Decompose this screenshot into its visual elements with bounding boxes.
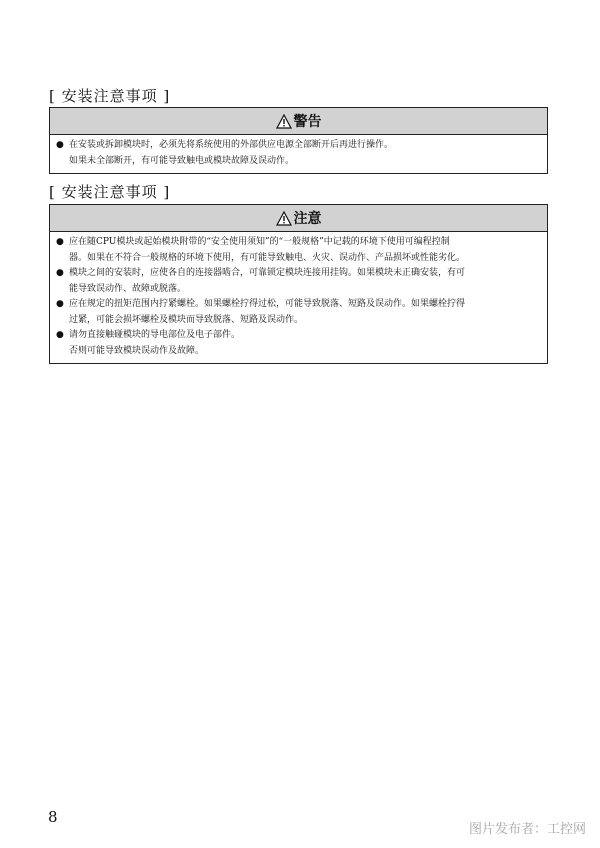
item-line: 应在规定的扭矩范围内拧紧螺栓。如果螺栓拧得过松，可能导致脱落、短路及误动作。如果螺栓拧得 [69, 299, 466, 309]
caution-box [49, 204, 548, 364]
item-line: 模块之间的安装时，应使各自的连接器啮合，可靠锁定模块连接用挂钩。如果模块未正确安装，有可 [69, 268, 466, 278]
list-item [56, 266, 541, 282]
bullet-icon: ● [56, 268, 64, 278]
list-item [56, 138, 541, 154]
item-line: 过紧，可能会损坏螺栓及模块而导致脱落、短路及误动作。 [69, 314, 304, 325]
warning-body [50, 135, 547, 173]
item-line: 应在随CPU模块或起始模块附带的“安全使用须知”的“一般规格”中记载的环境下使用可编程控制 [69, 237, 450, 247]
list-item [56, 328, 541, 344]
watermark-credit: 图片发布者：工控网 [468, 822, 586, 837]
caution-body [50, 232, 547, 363]
bullet-icon: ● [56, 140, 64, 150]
section-title-caution: [ 安装注意事项 ] [49, 183, 171, 201]
bullet-icon: ● [56, 299, 64, 309]
warning-header [50, 108, 547, 135]
item-line: 请勿直接触碰模块的导电部位及电子部件。 [69, 330, 241, 340]
warning-triangle-icon [276, 114, 292, 129]
bullet-icon: ● [56, 237, 64, 247]
item-line: 器。如果在不符合一般规格的环境下使用，有可能导致触电、火灾、误动作、产品损坏或性能劣化。 [69, 252, 466, 263]
warning-header-label: 警告 [293, 114, 322, 130]
caution-header-label: 注意 [293, 211, 322, 227]
section-title-warning: [ 安装注意事项 ] [49, 87, 171, 105]
item-line: 能导致误动作、故障或脱落。 [69, 283, 187, 294]
item-line: 否则可能导致模块误动作及故障。 [69, 345, 205, 356]
item-line: 在安装或拆卸模块时，必须先将系统使用的外部供应电源全部断开后再进行操作。 [69, 140, 394, 150]
list-item [56, 297, 541, 313]
bullet-icon: ● [56, 330, 64, 340]
item-line: 如果未全部断开，有可能导致触电或模块故障及误动作。 [69, 155, 295, 166]
caution-header [50, 205, 547, 232]
list-item [56, 235, 541, 251]
page-number: 8 [48, 808, 58, 826]
warning-box [49, 107, 548, 174]
warning-triangle-icon [276, 211, 292, 226]
